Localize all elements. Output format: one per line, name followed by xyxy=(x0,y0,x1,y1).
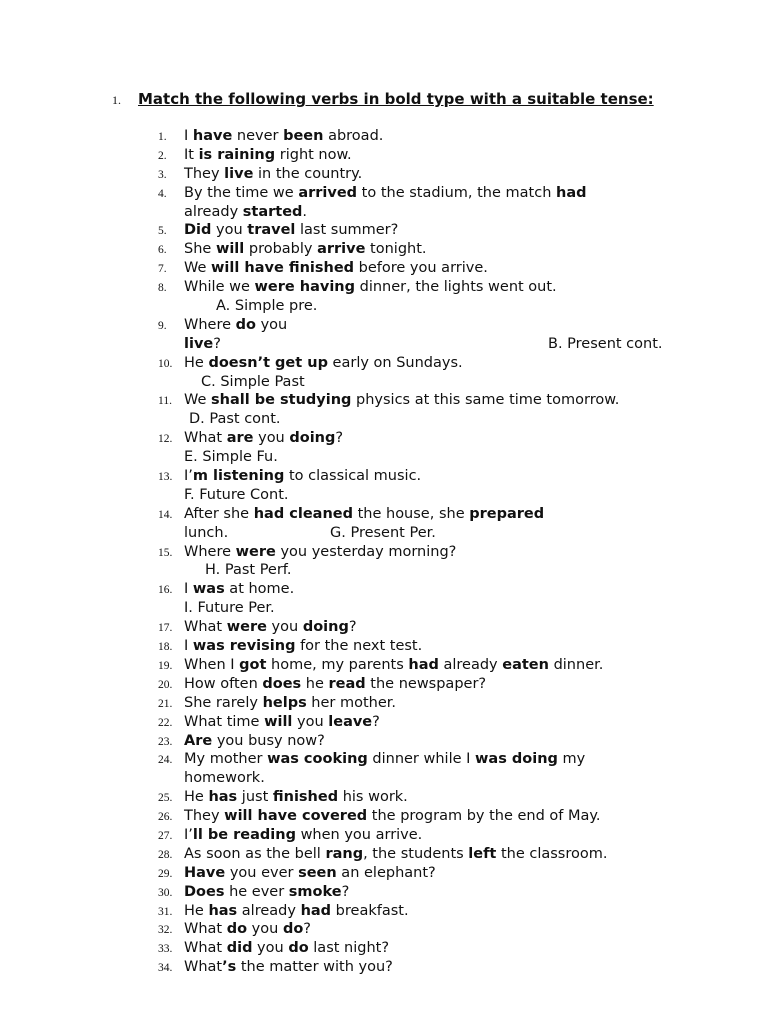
text-segment: before you arrive. xyxy=(354,260,488,277)
question-line xyxy=(158,146,718,165)
text-segment: ? xyxy=(341,883,350,900)
bold-verb: finished xyxy=(272,789,339,806)
text-segment: We xyxy=(184,260,212,277)
text-segment: tonight. xyxy=(365,241,427,258)
question-text xyxy=(184,676,486,692)
bold-verb: doing xyxy=(302,619,349,636)
text-segment: What xyxy=(184,921,227,938)
question-text xyxy=(184,789,408,805)
question-line xyxy=(158,278,718,297)
bold-verb: was revising xyxy=(192,638,296,655)
answer-option-line xyxy=(158,561,718,580)
text-segment: probably xyxy=(244,241,318,258)
question-text xyxy=(184,468,421,484)
bold-verb: do xyxy=(235,316,256,333)
text-segment: What xyxy=(184,619,227,636)
question-number: 11. xyxy=(158,395,172,408)
text-segment: for the next test. xyxy=(295,638,423,655)
question-line xyxy=(158,939,718,958)
bold-verb: were having xyxy=(254,279,356,296)
text-segment: homework. xyxy=(184,770,265,787)
text-segment: he xyxy=(301,675,329,692)
text-segment: already xyxy=(237,902,301,919)
question-line xyxy=(158,467,718,486)
bold-verb: did xyxy=(226,940,253,957)
bold-verb: smoke xyxy=(288,883,342,900)
question-number: 28. xyxy=(158,848,173,861)
bold-verb: helps xyxy=(262,694,307,711)
text-segment: an elephant? xyxy=(336,864,436,881)
question-line xyxy=(158,618,718,637)
question-line xyxy=(158,713,718,732)
question-continuation xyxy=(158,769,718,788)
question-number: 4. xyxy=(158,187,167,200)
text-segment: , the students xyxy=(363,845,469,862)
text-segment: dinner. xyxy=(548,656,604,673)
bold-verb: have xyxy=(192,128,233,144)
text-segment: her mother. xyxy=(306,694,397,711)
question-text xyxy=(184,638,422,654)
text-segment: the classroom. xyxy=(496,845,608,862)
text-segment: It xyxy=(184,146,199,163)
question-text xyxy=(184,657,603,673)
tense-option: B. Present cont. xyxy=(548,335,663,352)
tense-option: A. Simple pre. xyxy=(216,298,318,315)
text-segment: He xyxy=(184,789,209,806)
bold-verb: got xyxy=(239,656,267,673)
exercise-heading xyxy=(112,90,654,108)
question-text xyxy=(184,392,619,408)
text-segment: you xyxy=(292,713,329,730)
question-line xyxy=(158,807,718,826)
text-segment: you xyxy=(211,222,248,239)
text-segment: I’ xyxy=(184,826,193,843)
question-line xyxy=(158,221,718,240)
bold-verb: were xyxy=(226,619,267,636)
bold-verb: leave xyxy=(328,713,373,730)
text-segment: dinner while I xyxy=(367,751,476,768)
bold-verb: Have xyxy=(184,864,226,881)
question-text xyxy=(158,336,221,352)
text-segment: early on Sundays. xyxy=(327,354,463,371)
bold-verb: will have covered xyxy=(224,808,368,825)
text-segment: last summer? xyxy=(295,222,399,239)
text-segment: you xyxy=(253,430,290,447)
text-segment: you yesterday morning? xyxy=(275,543,457,560)
text-segment: ? xyxy=(213,335,221,352)
question-number: 12. xyxy=(158,433,173,446)
question-number: 29. xyxy=(158,867,173,880)
question-line xyxy=(158,732,718,751)
text-segment: She xyxy=(184,241,216,258)
text-segment: I xyxy=(184,581,193,598)
text-segment: my xyxy=(557,751,586,768)
question-line xyxy=(158,845,718,864)
text-segment: the newspaper? xyxy=(365,675,487,692)
question-number: 8. xyxy=(158,282,167,295)
text-segment: at home. xyxy=(224,581,295,598)
bold-verb: m listening xyxy=(192,468,285,485)
question-number: 34. xyxy=(158,962,173,975)
bold-verb: started xyxy=(242,203,303,220)
question-number: 22. xyxy=(158,716,173,729)
question-line xyxy=(158,637,718,656)
question-number: 33. xyxy=(158,943,173,956)
question-text xyxy=(184,544,456,560)
heading-number: 1. xyxy=(112,93,121,107)
bold-verb: were xyxy=(235,543,276,560)
question-number: 17. xyxy=(158,622,173,635)
bold-verb: was doing xyxy=(475,751,558,768)
question-line xyxy=(158,826,718,845)
question-line xyxy=(158,354,718,373)
text-segment: He xyxy=(184,902,209,919)
question-line xyxy=(158,165,718,184)
question-number: 6. xyxy=(158,244,167,257)
question-text xyxy=(184,733,325,749)
text-segment: Where xyxy=(184,316,236,333)
question-line xyxy=(158,958,718,977)
question-line xyxy=(158,788,718,807)
text-segment: She rarely xyxy=(184,694,263,711)
question-text xyxy=(184,751,585,767)
bold-verb: will xyxy=(264,713,293,730)
question-line xyxy=(158,505,718,524)
question-number: 15. xyxy=(158,546,173,559)
question-continuation xyxy=(158,335,718,354)
question-number: 24. xyxy=(158,754,173,767)
bold-verb: arrived xyxy=(298,184,358,201)
tense-option: H. Past Perf. xyxy=(205,562,292,579)
question-number: 7. xyxy=(158,263,167,276)
text-segment: already xyxy=(184,203,243,220)
question-text xyxy=(184,846,607,862)
question-text xyxy=(184,147,352,163)
tense-option: E. Simple Fu. xyxy=(184,449,278,466)
question-text xyxy=(184,714,380,730)
question-text xyxy=(184,808,601,824)
text-segment: physics at this same time tomorrow. xyxy=(351,392,620,409)
text-segment: I xyxy=(184,638,193,655)
question-line xyxy=(158,184,718,203)
text-segment: What time xyxy=(184,713,265,730)
answer-option-line xyxy=(158,297,718,316)
question-number: 32. xyxy=(158,924,173,937)
text-segment: last night? xyxy=(308,940,390,957)
text-segment: While we xyxy=(184,279,255,296)
text-segment: As soon as the bell xyxy=(184,845,326,862)
question-text xyxy=(184,903,409,919)
bold-verb: has xyxy=(208,789,238,806)
question-line xyxy=(158,580,718,599)
text-segment: home, my parents xyxy=(266,656,409,673)
text-segment: to classical music. xyxy=(284,468,422,485)
bold-verb: read xyxy=(328,675,366,692)
bold-verb: Did xyxy=(184,222,212,239)
question-text xyxy=(184,317,287,333)
bold-verb: seen xyxy=(298,864,337,881)
question-number: 26. xyxy=(158,811,173,824)
text-segment: They xyxy=(184,808,225,825)
bold-verb: Are xyxy=(184,732,213,749)
question-text xyxy=(184,166,362,182)
tense-option: F. Future Cont. xyxy=(184,486,289,503)
question-text xyxy=(158,770,265,786)
text-segment: the matter with you? xyxy=(236,959,393,976)
question-text xyxy=(184,581,294,597)
text-segment: ? xyxy=(348,619,357,636)
bold-verb: live xyxy=(184,335,214,352)
bold-verb: live xyxy=(224,165,254,182)
text-segment: What xyxy=(184,940,227,957)
question-number: 31. xyxy=(158,905,173,918)
text-segment: you xyxy=(266,619,303,636)
tense-option: I. Future Per. xyxy=(184,600,275,617)
text-segment: you xyxy=(247,921,283,938)
bold-verb: been xyxy=(283,128,324,144)
text-segment: abroad. xyxy=(323,128,384,144)
question-number: 18. xyxy=(158,641,173,654)
bold-verb: Does xyxy=(184,883,225,900)
bold-verb: do xyxy=(288,940,309,957)
text-segment: What xyxy=(184,430,227,447)
question-number: 27. xyxy=(158,829,173,842)
question-text xyxy=(184,355,463,371)
text-segment: ? xyxy=(372,713,380,730)
question-number: 25. xyxy=(158,792,173,805)
question-text xyxy=(184,260,488,276)
text-segment: to the stadium, the match xyxy=(357,184,556,201)
bold-verb: will have finished xyxy=(211,260,355,277)
bold-verb: ’s xyxy=(222,959,237,976)
answer-option-line xyxy=(158,448,718,467)
question-text xyxy=(184,695,396,711)
bold-verb: doing xyxy=(289,430,336,447)
tense-option: D. Past cont. xyxy=(189,411,281,428)
question-number: 1. xyxy=(158,131,167,143)
text-segment: I’ xyxy=(184,468,193,485)
question-text xyxy=(158,204,307,220)
tense-option: G. Present Per. xyxy=(330,524,436,541)
question-number: 30. xyxy=(158,886,173,899)
question-line xyxy=(158,883,718,902)
text-segment: He xyxy=(184,354,209,371)
text-segment: How often xyxy=(184,675,263,692)
question-line xyxy=(158,864,718,883)
question-text xyxy=(184,279,557,295)
bold-verb: arrive xyxy=(317,241,366,258)
question-list xyxy=(158,127,718,977)
text-segment: breakfast. xyxy=(331,902,409,919)
question-text xyxy=(184,619,357,635)
question-text xyxy=(184,827,422,843)
text-segment: you ever xyxy=(225,864,299,881)
text-segment: you xyxy=(255,316,288,333)
answer-option-line xyxy=(158,599,718,618)
question-line xyxy=(158,675,718,694)
question-line xyxy=(158,391,718,410)
text-segment: My mother xyxy=(184,751,268,768)
bold-verb: will xyxy=(215,241,245,258)
bold-verb: rang xyxy=(325,845,364,862)
question-line xyxy=(158,920,718,939)
bold-verb: ll be reading xyxy=(192,826,296,843)
question-text xyxy=(184,241,427,257)
question-line xyxy=(158,240,718,259)
text-segment: right now. xyxy=(275,146,352,163)
question-number: 2. xyxy=(158,149,167,162)
question-number: 19. xyxy=(158,659,173,672)
question-text xyxy=(184,222,398,238)
question-number: 10. xyxy=(158,357,173,370)
answer-option-line xyxy=(158,410,718,429)
question-number: 23. xyxy=(158,735,173,748)
text-segment: Where xyxy=(184,543,236,560)
bold-verb: do xyxy=(226,921,248,938)
question-line xyxy=(158,750,718,769)
question-text xyxy=(184,185,587,201)
text-segment: never xyxy=(232,128,284,144)
question-line xyxy=(158,127,718,146)
question-number: 21. xyxy=(158,697,173,710)
question-line xyxy=(158,316,718,335)
question-line xyxy=(158,902,718,921)
text-segment: . xyxy=(302,203,308,220)
question-line xyxy=(158,694,718,713)
bold-verb: eaten xyxy=(502,656,549,673)
question-number: 9. xyxy=(158,319,167,332)
question-number: 3. xyxy=(158,168,167,181)
question-text xyxy=(184,921,311,937)
tense-option: C. Simple Past xyxy=(201,373,305,390)
question-text xyxy=(184,430,343,446)
text-segment: When I xyxy=(184,656,240,673)
text-segment: just xyxy=(237,789,273,806)
text-segment: ? xyxy=(303,921,311,938)
question-line xyxy=(158,656,718,675)
answer-option-line xyxy=(158,486,718,505)
heading-title: Match the following verbs in bold type with a suitable tense: xyxy=(138,90,654,108)
question-number: 20. xyxy=(158,678,173,691)
text-segment: After she xyxy=(184,505,254,522)
text-segment: ? xyxy=(335,430,344,447)
bold-verb: was cooking xyxy=(267,751,368,768)
text-segment: the house, she xyxy=(352,505,470,522)
text-segment: you xyxy=(252,940,289,957)
bold-verb: had xyxy=(300,902,332,919)
text-segment: he ever xyxy=(224,883,289,900)
question-line xyxy=(158,259,718,278)
text-segment: They xyxy=(184,165,225,182)
text-segment: lunch. xyxy=(184,524,229,541)
bold-verb: had xyxy=(408,656,439,673)
question-text xyxy=(184,940,389,956)
bold-verb: are xyxy=(226,430,254,447)
bold-verb: has xyxy=(208,902,238,919)
text-segment: We xyxy=(184,392,212,409)
bold-verb: travel xyxy=(247,222,296,239)
question-text xyxy=(184,884,349,900)
question-number: 16. xyxy=(158,584,173,597)
text-segment: By the time we xyxy=(184,184,299,201)
question-number: 5. xyxy=(158,225,167,238)
text-segment: dinner, the lights went out. xyxy=(355,279,557,296)
question-text xyxy=(184,506,544,522)
bold-verb: left xyxy=(468,845,497,862)
question-text xyxy=(184,865,436,881)
question-text xyxy=(158,525,228,541)
text-segment: What xyxy=(184,959,223,976)
question-continuation xyxy=(158,203,718,222)
text-segment: when you arrive. xyxy=(295,826,423,843)
text-segment: the program by the end of May. xyxy=(367,808,601,825)
bold-verb: does xyxy=(262,675,302,692)
question-line xyxy=(158,543,718,562)
question-text xyxy=(184,128,383,144)
text-segment: already xyxy=(438,656,503,673)
bold-verb: do xyxy=(282,921,304,938)
text-segment: in the country. xyxy=(253,165,363,182)
bold-verb: had xyxy=(556,184,587,201)
question-continuation xyxy=(158,524,718,543)
bold-verb: is raining xyxy=(198,146,276,163)
question-number: 13. xyxy=(158,471,173,484)
bold-verb: doesn’t get up xyxy=(208,354,328,371)
bold-verb: shall be studying xyxy=(211,392,352,409)
text-segment: you busy now? xyxy=(212,732,325,749)
bold-verb: had cleaned xyxy=(253,505,353,522)
question-line xyxy=(158,429,718,448)
bold-verb: prepared xyxy=(469,505,545,522)
text-segment: his work. xyxy=(338,789,408,806)
text-segment: I xyxy=(184,128,193,144)
question-number: 14. xyxy=(158,508,173,521)
bold-verb: was xyxy=(192,581,225,598)
question-text xyxy=(184,959,393,975)
answer-option-line xyxy=(158,373,718,392)
